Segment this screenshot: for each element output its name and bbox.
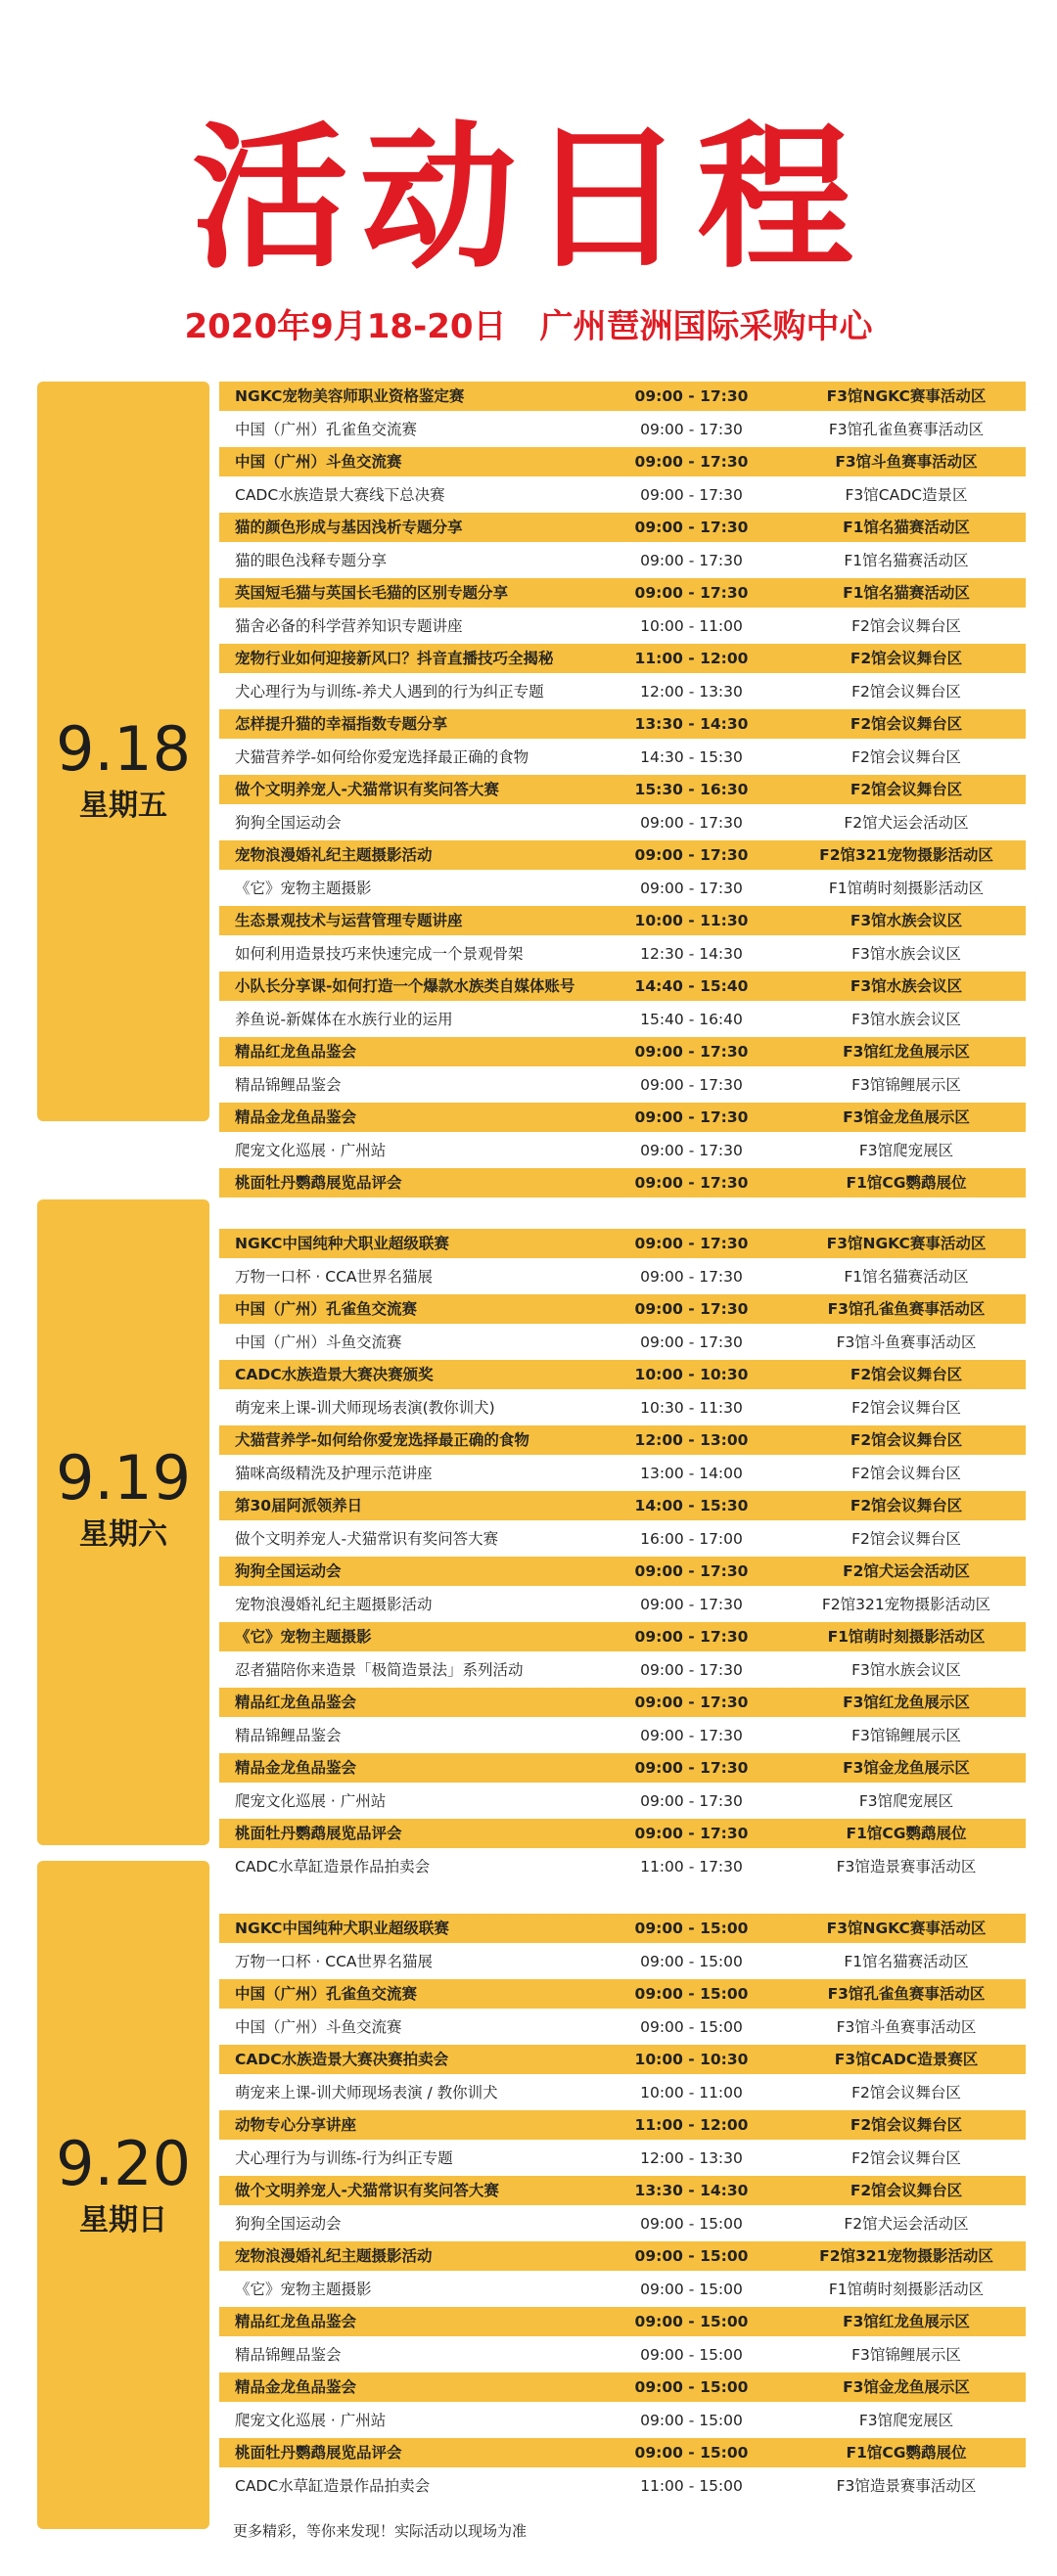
event-row bbox=[219, 874, 1026, 903]
event-row bbox=[219, 1037, 1026, 1066]
event-location: F1馆名猫赛活动区 bbox=[843, 584, 970, 602]
event-time: 13:30 - 14:30 bbox=[634, 2182, 749, 2199]
event-time: 09:00 - 17:30 bbox=[640, 1596, 743, 1613]
event-name: 《它》宠物主题摄影 bbox=[235, 880, 372, 897]
event-location: F3馆斗鱼赛事活动区 bbox=[835, 453, 978, 471]
event-name: NGKC中国纯种犬职业超级联赛 bbox=[235, 1235, 449, 1252]
event-location: F3馆水族会议区 bbox=[850, 912, 963, 929]
event-time: 09:00 - 17:30 bbox=[640, 1661, 743, 1679]
event-time: 09:00 - 17:30 bbox=[634, 1562, 749, 1580]
event-time: 09:00 - 15:00 bbox=[634, 1920, 749, 1937]
event-location: F1馆萌时刻摄影活动区 bbox=[828, 2281, 985, 2298]
event-name: 精品金龙鱼品鉴会 bbox=[235, 1108, 357, 1126]
event-location: F3馆爬宠展区 bbox=[858, 2412, 954, 2429]
page-subtitle: 2020年9月18-20日 广州琶洲国际采购中心 bbox=[184, 307, 873, 346]
event-row bbox=[219, 1655, 1026, 1685]
event-location: F3馆红龙鱼展示区 bbox=[843, 1043, 970, 1061]
event-name: 中国（广州）斗鱼交流赛 bbox=[235, 2018, 402, 2036]
event-time: 09:00 - 17:30 bbox=[634, 453, 749, 471]
event-time: 13:30 - 14:30 bbox=[634, 715, 749, 733]
event-row bbox=[219, 1819, 1026, 1848]
event-location: F2馆犬运会活动区 bbox=[844, 814, 969, 832]
event-row bbox=[219, 2373, 1026, 2402]
event-location: F2馆会议舞台区 bbox=[850, 1366, 963, 1383]
event-time: 09:00 - 15:00 bbox=[634, 2313, 749, 2330]
event-row bbox=[219, 447, 1026, 476]
event-name: 桃面牡丹鹦鹉展览品评会 bbox=[235, 1825, 402, 1842]
event-time: 09:00 - 15:00 bbox=[640, 1953, 743, 1970]
event-name: 中国（广州）孔雀鱼交流赛 bbox=[235, 1300, 418, 1318]
event-name: 做个文明养宠人-犬猫常识有奖问答大赛 bbox=[235, 2182, 499, 2199]
event-time: 11:00 - 17:30 bbox=[640, 1858, 743, 1876]
event-row bbox=[219, 1103, 1026, 1132]
event-row bbox=[219, 1688, 1026, 1717]
event-time: 11:00 - 12:00 bbox=[634, 650, 749, 667]
event-name: 宠物浪漫婚礼纪主题摄影活动 bbox=[235, 1596, 433, 1613]
event-time: 09:00 - 17:30 bbox=[640, 1727, 743, 1744]
event-location: F1馆CG鹦鹉展位 bbox=[846, 2444, 967, 2462]
event-row bbox=[219, 513, 1026, 542]
event-time: 09:00 - 17:30 bbox=[634, 1043, 749, 1061]
event-location: F2馆会议舞台区 bbox=[851, 1465, 961, 1482]
event-time: 14:30 - 15:30 bbox=[640, 748, 743, 766]
event-location: F3馆造景赛事活动区 bbox=[836, 2477, 977, 2495]
event-name: 爬宠文化巡展 · 广州站 bbox=[235, 1142, 387, 1159]
event-time: 09:00 - 15:00 bbox=[640, 2018, 743, 2036]
event-time: 14:40 - 15:40 bbox=[634, 977, 749, 995]
event-row bbox=[219, 1229, 1026, 1258]
event-time: 09:00 - 15:00 bbox=[640, 2346, 743, 2364]
event-row bbox=[219, 2045, 1026, 2074]
event-name: 精品锦鲤品鉴会 bbox=[235, 1076, 342, 1094]
event-name: 桃面牡丹鹦鹉展览品评会 bbox=[235, 2444, 402, 2462]
day-block bbox=[37, 382, 209, 1121]
event-location: F3馆NGKC赛事活动区 bbox=[826, 1920, 987, 1937]
event-name: 《它》宠物主题摄影 bbox=[235, 1628, 372, 1646]
event-name: 精品锦鲤品鉴会 bbox=[235, 1727, 342, 1744]
event-location: F2馆321宠物摄影活动区 bbox=[819, 846, 993, 864]
event-location: F1馆萌时刻摄影活动区 bbox=[828, 880, 985, 897]
event-name: 狗狗全国运动会 bbox=[235, 2215, 342, 2233]
event-location: F1馆名猫赛活动区 bbox=[844, 1953, 969, 1970]
event-location: F2馆会议舞台区 bbox=[850, 2182, 963, 2199]
event-time: 09:00 - 17:30 bbox=[640, 1792, 743, 1810]
event-name: 狗狗全国运动会 bbox=[235, 814, 342, 832]
event-time: 09:00 - 17:30 bbox=[640, 486, 743, 504]
event-time: 09:00 - 17:30 bbox=[634, 519, 749, 536]
page-title: 活动日程 bbox=[191, 107, 865, 290]
event-location: F3馆CADC造景区 bbox=[845, 486, 968, 504]
event-location: F3馆造景赛事活动区 bbox=[836, 1858, 977, 1876]
event-location: F2馆会议舞台区 bbox=[850, 781, 963, 798]
event-name: 猫的眼色浅释专题分享 bbox=[235, 552, 388, 569]
event-row bbox=[219, 415, 1026, 444]
event-time: 09:00 - 17:30 bbox=[634, 1174, 749, 1192]
event-row bbox=[219, 1947, 1026, 1976]
day-block bbox=[37, 1199, 209, 1845]
event-row bbox=[219, 1136, 1026, 1165]
event-location: F2馆会议舞台区 bbox=[851, 683, 961, 700]
event-location: F2馆会议舞台区 bbox=[850, 715, 963, 733]
event-time: 12:00 - 13:30 bbox=[640, 683, 743, 700]
event-row bbox=[219, 1852, 1026, 1881]
day-label bbox=[37, 1443, 209, 1555]
event-location: F3馆爬宠展区 bbox=[858, 1792, 954, 1810]
event-time: 09:00 - 15:00 bbox=[634, 1985, 749, 2003]
event-time: 09:00 - 17:30 bbox=[634, 1300, 749, 1318]
event-row bbox=[219, 2176, 1026, 2205]
event-row bbox=[219, 709, 1026, 739]
event-time: 09:00 - 17:30 bbox=[640, 1076, 743, 1094]
event-location: F3馆红龙鱼展示区 bbox=[843, 2313, 970, 2330]
event-location: F2馆321宠物摄影活动区 bbox=[819, 2247, 993, 2265]
event-time: 10:00 - 11:30 bbox=[634, 912, 749, 929]
event-location: F1馆名猫赛活动区 bbox=[844, 1268, 969, 1286]
event-name: 精品红龙鱼品鉴会 bbox=[235, 1043, 357, 1061]
event-name: 猫的颜色形成与基因浅析专题分享 bbox=[235, 519, 463, 536]
footer-note: 更多精彩，等你来发现！实际活动以现场为准 bbox=[233, 2522, 528, 2540]
event-row bbox=[219, 775, 1026, 804]
event-row bbox=[219, 1360, 1026, 1389]
event-name: 忍者猫陪你来造景「极简造景法」系列活动 bbox=[235, 1661, 524, 1679]
event-name: 犬猫营养学-如何给你爱宠选择最正确的食物 bbox=[235, 1431, 529, 1449]
event-time: 09:00 - 17:30 bbox=[634, 1235, 749, 1252]
event-row bbox=[219, 480, 1026, 510]
event-name: 如何利用造景技巧来快速完成一个景观骨架 bbox=[235, 945, 524, 963]
event-location: F2馆犬运会活动区 bbox=[844, 2215, 969, 2233]
event-name: 精品红龙鱼品鉴会 bbox=[235, 2313, 357, 2330]
event-name: 爬宠文化巡展 · 广州站 bbox=[235, 2412, 387, 2429]
event-row bbox=[219, 1328, 1026, 1357]
event-location: F2馆会议舞台区 bbox=[851, 2149, 961, 2167]
day-weekday: 星期六 bbox=[79, 1517, 167, 1552]
event-time: 09:00 - 15:00 bbox=[640, 2215, 743, 2233]
event-time: 10:00 - 11:00 bbox=[640, 617, 743, 635]
event-row bbox=[219, 808, 1026, 837]
event-location: F2馆会议舞台区 bbox=[850, 1497, 963, 1514]
event-row bbox=[219, 1168, 1026, 1198]
event-time: 09:00 - 17:30 bbox=[634, 387, 749, 405]
event-time: 12:00 - 13:00 bbox=[634, 1431, 749, 1449]
event-location: F1馆名猫赛活动区 bbox=[844, 552, 969, 569]
event-location: F2馆会议舞台区 bbox=[850, 650, 963, 667]
event-location: F3馆金龙鱼展示区 bbox=[843, 2378, 970, 2396]
event-time: 09:00 - 15:00 bbox=[640, 2281, 743, 2298]
event-location: F3馆锦鲤展示区 bbox=[851, 1076, 961, 1094]
event-row bbox=[219, 1070, 1026, 1100]
day-date: 9.20 bbox=[55, 2128, 192, 2199]
event-name: 宠物浪漫婚礼纪主题摄影活动 bbox=[235, 846, 433, 864]
event-time: 09:00 - 15:00 bbox=[634, 2444, 749, 2462]
event-location: F3馆红龙鱼展示区 bbox=[843, 1694, 970, 1711]
event-location: F3馆孔雀鱼赛事活动区 bbox=[828, 421, 985, 438]
event-location: F2馆会议舞台区 bbox=[850, 2116, 963, 2134]
event-row bbox=[219, 1524, 1026, 1554]
event-location: F3馆水族会议区 bbox=[850, 977, 963, 995]
day-weekday: 星期日 bbox=[79, 2203, 167, 2237]
event-time: 09:00 - 17:30 bbox=[634, 1825, 749, 1842]
event-time: 09:00 - 15:00 bbox=[634, 2247, 749, 2265]
event-name: 怎样提升猫的幸福指数专题分享 bbox=[235, 715, 448, 733]
event-row bbox=[219, 677, 1026, 706]
event-row bbox=[219, 743, 1026, 772]
event-row bbox=[219, 2241, 1026, 2271]
event-location: F2馆会议舞台区 bbox=[851, 1399, 961, 1417]
event-location: F2馆会议舞台区 bbox=[851, 2084, 961, 2101]
event-name: 动物专心分享讲座 bbox=[235, 2116, 357, 2134]
event-location: F3馆CADC造景赛区 bbox=[834, 2051, 979, 2068]
event-name: 犬心理行为与训练-行为纠正专题 bbox=[235, 2149, 453, 2167]
event-location: F3馆锦鲤展示区 bbox=[851, 1727, 961, 1744]
event-time: 13:00 - 14:00 bbox=[640, 1465, 743, 1482]
event-location: F1馆萌时刻摄影活动区 bbox=[827, 1628, 986, 1646]
event-time: 15:40 - 16:40 bbox=[640, 1011, 743, 1028]
event-location: F3馆NGKC赛事活动区 bbox=[826, 1235, 987, 1252]
event-row bbox=[219, 1294, 1026, 1324]
event-row bbox=[219, 1721, 1026, 1750]
event-row bbox=[219, 2406, 1026, 2435]
event-name: NGKC宠物美容师职业资格鉴定赛 bbox=[235, 387, 465, 405]
event-location: F3馆金龙鱼展示区 bbox=[843, 1759, 970, 1777]
event-time: 12:30 - 14:30 bbox=[640, 945, 743, 963]
event-name: CADC水族造景大赛决赛颁奖 bbox=[235, 1366, 434, 1383]
event-time: 09:00 - 17:30 bbox=[640, 552, 743, 569]
event-time: 10:00 - 10:30 bbox=[634, 2051, 749, 2068]
event-name: 桃面牡丹鹦鹉展览品评会 bbox=[235, 1174, 402, 1192]
event-row bbox=[219, 840, 1026, 870]
event-row bbox=[219, 546, 1026, 575]
event-location: F2馆犬运会活动区 bbox=[843, 1562, 970, 1580]
event-row bbox=[219, 906, 1026, 935]
event-time: 09:00 - 17:30 bbox=[640, 1142, 743, 1159]
event-row bbox=[219, 578, 1026, 608]
day-date: 9.18 bbox=[55, 713, 192, 785]
event-time: 09:00 - 15:00 bbox=[634, 2378, 749, 2396]
event-time: 09:00 - 17:30 bbox=[634, 846, 749, 864]
event-time: 10:30 - 11:30 bbox=[640, 1399, 743, 1417]
event-row bbox=[219, 382, 1026, 411]
event-name: 英国短毛猫与英国长毛猫的区别专题分享 bbox=[235, 584, 509, 602]
event-row bbox=[219, 2471, 1026, 2501]
event-name: 做个文明养宠人-犬猫常识有奖问答大赛 bbox=[235, 781, 499, 798]
event-time: 09:00 - 17:30 bbox=[640, 814, 743, 832]
event-time: 09:00 - 17:30 bbox=[640, 421, 743, 438]
event-location: F3馆爬宠展区 bbox=[858, 1142, 954, 1159]
event-time: 10:00 - 11:00 bbox=[640, 2084, 743, 2101]
event-row bbox=[219, 2144, 1026, 2173]
event-name: CADC水草缸造景作品拍卖会 bbox=[235, 2477, 431, 2495]
event-row bbox=[219, 2209, 1026, 2238]
event-location: F3馆水族会议区 bbox=[851, 945, 961, 963]
day-label bbox=[37, 2129, 209, 2240]
event-time: 09:00 - 17:30 bbox=[634, 584, 749, 602]
event-time: 09:00 - 17:30 bbox=[634, 1759, 749, 1777]
event-location: F2馆会议舞台区 bbox=[851, 1530, 961, 1548]
event-name: 宠物浪漫婚礼纪主题摄影活动 bbox=[235, 2247, 433, 2265]
event-location: F3馆孔雀鱼赛事活动区 bbox=[827, 1985, 986, 2003]
event-name: CADC水族造景大赛线下总决赛 bbox=[235, 486, 445, 504]
event-name: 万物一口杯 · CCA世界名猫展 bbox=[235, 1953, 434, 1970]
event-time: 11:00 - 12:00 bbox=[634, 2116, 749, 2134]
event-time: 09:00 - 17:30 bbox=[640, 880, 743, 897]
event-location: F3馆水族会议区 bbox=[851, 1011, 961, 1028]
event-name: 中国（广州）孔雀鱼交流赛 bbox=[235, 421, 418, 438]
event-name: 爬宠文化巡展 · 广州站 bbox=[235, 1792, 387, 1810]
event-row bbox=[219, 1425, 1026, 1455]
day-label bbox=[37, 714, 209, 826]
event-location: F1馆CG鹦鹉展位 bbox=[846, 1174, 967, 1192]
day-date: 9.19 bbox=[55, 1442, 192, 1514]
event-name: 犬猫营养学-如何给你爱宠选择最正确的食物 bbox=[235, 748, 529, 766]
event-row bbox=[219, 2307, 1026, 2336]
event-time: 14:00 - 15:30 bbox=[634, 1497, 749, 1514]
event-row bbox=[219, 1262, 1026, 1291]
event-row bbox=[219, 1914, 1026, 1943]
event-name: 狗狗全国运动会 bbox=[235, 1562, 342, 1580]
event-name: 《它》宠物主题摄影 bbox=[235, 2281, 372, 2298]
event-name: CADC水草缸造景作品拍卖会 bbox=[235, 1858, 431, 1876]
event-name: 精品金龙鱼品鉴会 bbox=[235, 2378, 357, 2396]
event-name: 宠物行业如何迎接新风口？抖音直播技巧全揭秘 bbox=[235, 650, 554, 667]
event-row bbox=[219, 972, 1026, 1001]
event-name: 做个文明养宠人-犬猫常识有奖问答大赛 bbox=[235, 1530, 499, 1548]
event-name: 犬心理行为与训练-养犬人遇到的行为纠正专题 bbox=[235, 683, 544, 700]
event-time: 09:00 - 17:30 bbox=[634, 1108, 749, 1126]
event-row bbox=[219, 2275, 1026, 2304]
event-time: 16:00 - 17:00 bbox=[640, 1530, 743, 1548]
event-row bbox=[219, 1979, 1026, 2009]
event-time: 09:00 - 15:00 bbox=[640, 2412, 743, 2429]
event-name: NGKC中国纯种犬职业超级联赛 bbox=[235, 1920, 449, 1937]
event-location: F3馆金龙鱼展示区 bbox=[843, 1108, 970, 1126]
event-location: F1馆CG鹦鹉展位 bbox=[846, 1825, 967, 1842]
day-weekday: 星期五 bbox=[79, 789, 167, 823]
event-row bbox=[219, 1590, 1026, 1619]
event-row bbox=[219, 1753, 1026, 1783]
event-location: F2馆321宠物摄影活动区 bbox=[821, 1596, 991, 1613]
event-location: F3馆锦鲤展示区 bbox=[851, 2346, 961, 2364]
event-time: 09:00 - 17:30 bbox=[634, 1628, 749, 1646]
event-name: 中国（广州）孔雀鱼交流赛 bbox=[235, 1985, 418, 2003]
event-row bbox=[219, 1622, 1026, 1651]
event-time: 09:00 - 17:30 bbox=[634, 1694, 749, 1711]
event-name: 万物一口杯 · CCA世界名猫展 bbox=[235, 1268, 434, 1286]
event-name: 萌宠来上课-训犬师现场表演(教你训犬) bbox=[235, 1399, 495, 1417]
event-name: 中国（广州）斗鱼交流赛 bbox=[235, 453, 402, 471]
day-block bbox=[37, 1861, 209, 2529]
event-location: F3馆孔雀鱼赛事活动区 bbox=[827, 1300, 986, 1318]
event-time: 09:00 - 17:30 bbox=[640, 1268, 743, 1286]
event-location: F2馆会议舞台区 bbox=[851, 617, 961, 635]
event-row bbox=[219, 644, 1026, 673]
event-name: 小队长分享课-如何打造一个爆款水族类自媒体账号 bbox=[235, 977, 575, 995]
event-name: 第30届阿派领养日 bbox=[235, 1497, 363, 1514]
event-row bbox=[219, 1005, 1026, 1034]
event-row bbox=[219, 1557, 1026, 1586]
event-row bbox=[219, 2340, 1026, 2370]
event-row bbox=[219, 2438, 1026, 2467]
event-row bbox=[219, 2110, 1026, 2140]
event-location: F3馆NGKC赛事活动区 bbox=[826, 387, 987, 405]
event-time: 12:00 - 13:30 bbox=[640, 2149, 743, 2167]
event-row bbox=[219, 611, 1026, 641]
event-time: 11:00 - 15:00 bbox=[640, 2477, 743, 2495]
event-row bbox=[219, 1786, 1026, 1816]
event-location: F2馆会议舞台区 bbox=[851, 748, 961, 766]
event-name: 精品红龙鱼品鉴会 bbox=[235, 1694, 357, 1711]
event-location: F1馆名猫赛活动区 bbox=[843, 519, 970, 536]
event-name: 生态景观技术与运营管理专题讲座 bbox=[235, 912, 463, 929]
event-row bbox=[219, 1459, 1026, 1488]
event-row bbox=[219, 939, 1026, 969]
event-time: 09:00 - 17:30 bbox=[640, 1333, 743, 1351]
event-name: 精品金龙鱼品鉴会 bbox=[235, 1759, 357, 1777]
event-name: 中国（广州）斗鱼交流赛 bbox=[235, 1333, 402, 1351]
event-name: 精品锦鲤品鉴会 bbox=[235, 2346, 342, 2364]
event-name: CADC水族造景大赛决赛拍卖会 bbox=[235, 2051, 449, 2068]
event-row bbox=[219, 1491, 1026, 1520]
event-location: F3馆斗鱼赛事活动区 bbox=[836, 1333, 977, 1351]
event-time: 15:30 - 16:30 bbox=[634, 781, 749, 798]
event-location: F3馆水族会议区 bbox=[851, 1661, 961, 1679]
event-row bbox=[219, 2078, 1026, 2107]
event-time: 10:00 - 10:30 bbox=[634, 1366, 749, 1383]
event-row bbox=[219, 1393, 1026, 1423]
event-location: F2馆会议舞台区 bbox=[850, 1431, 963, 1449]
event-name: 萌宠来上课-训犬师现场表演 / 教你训犬 bbox=[235, 2084, 498, 2101]
event-location: F3馆斗鱼赛事活动区 bbox=[836, 2018, 977, 2036]
event-name: 养鱼说-新媒体在水族行业的运用 bbox=[235, 1011, 453, 1028]
event-name: 猫舍必备的科学营养知识专题讲座 bbox=[235, 617, 463, 635]
event-row bbox=[219, 2012, 1026, 2042]
event-name: 猫咪高级精洗及护理示范讲座 bbox=[235, 1465, 433, 1482]
